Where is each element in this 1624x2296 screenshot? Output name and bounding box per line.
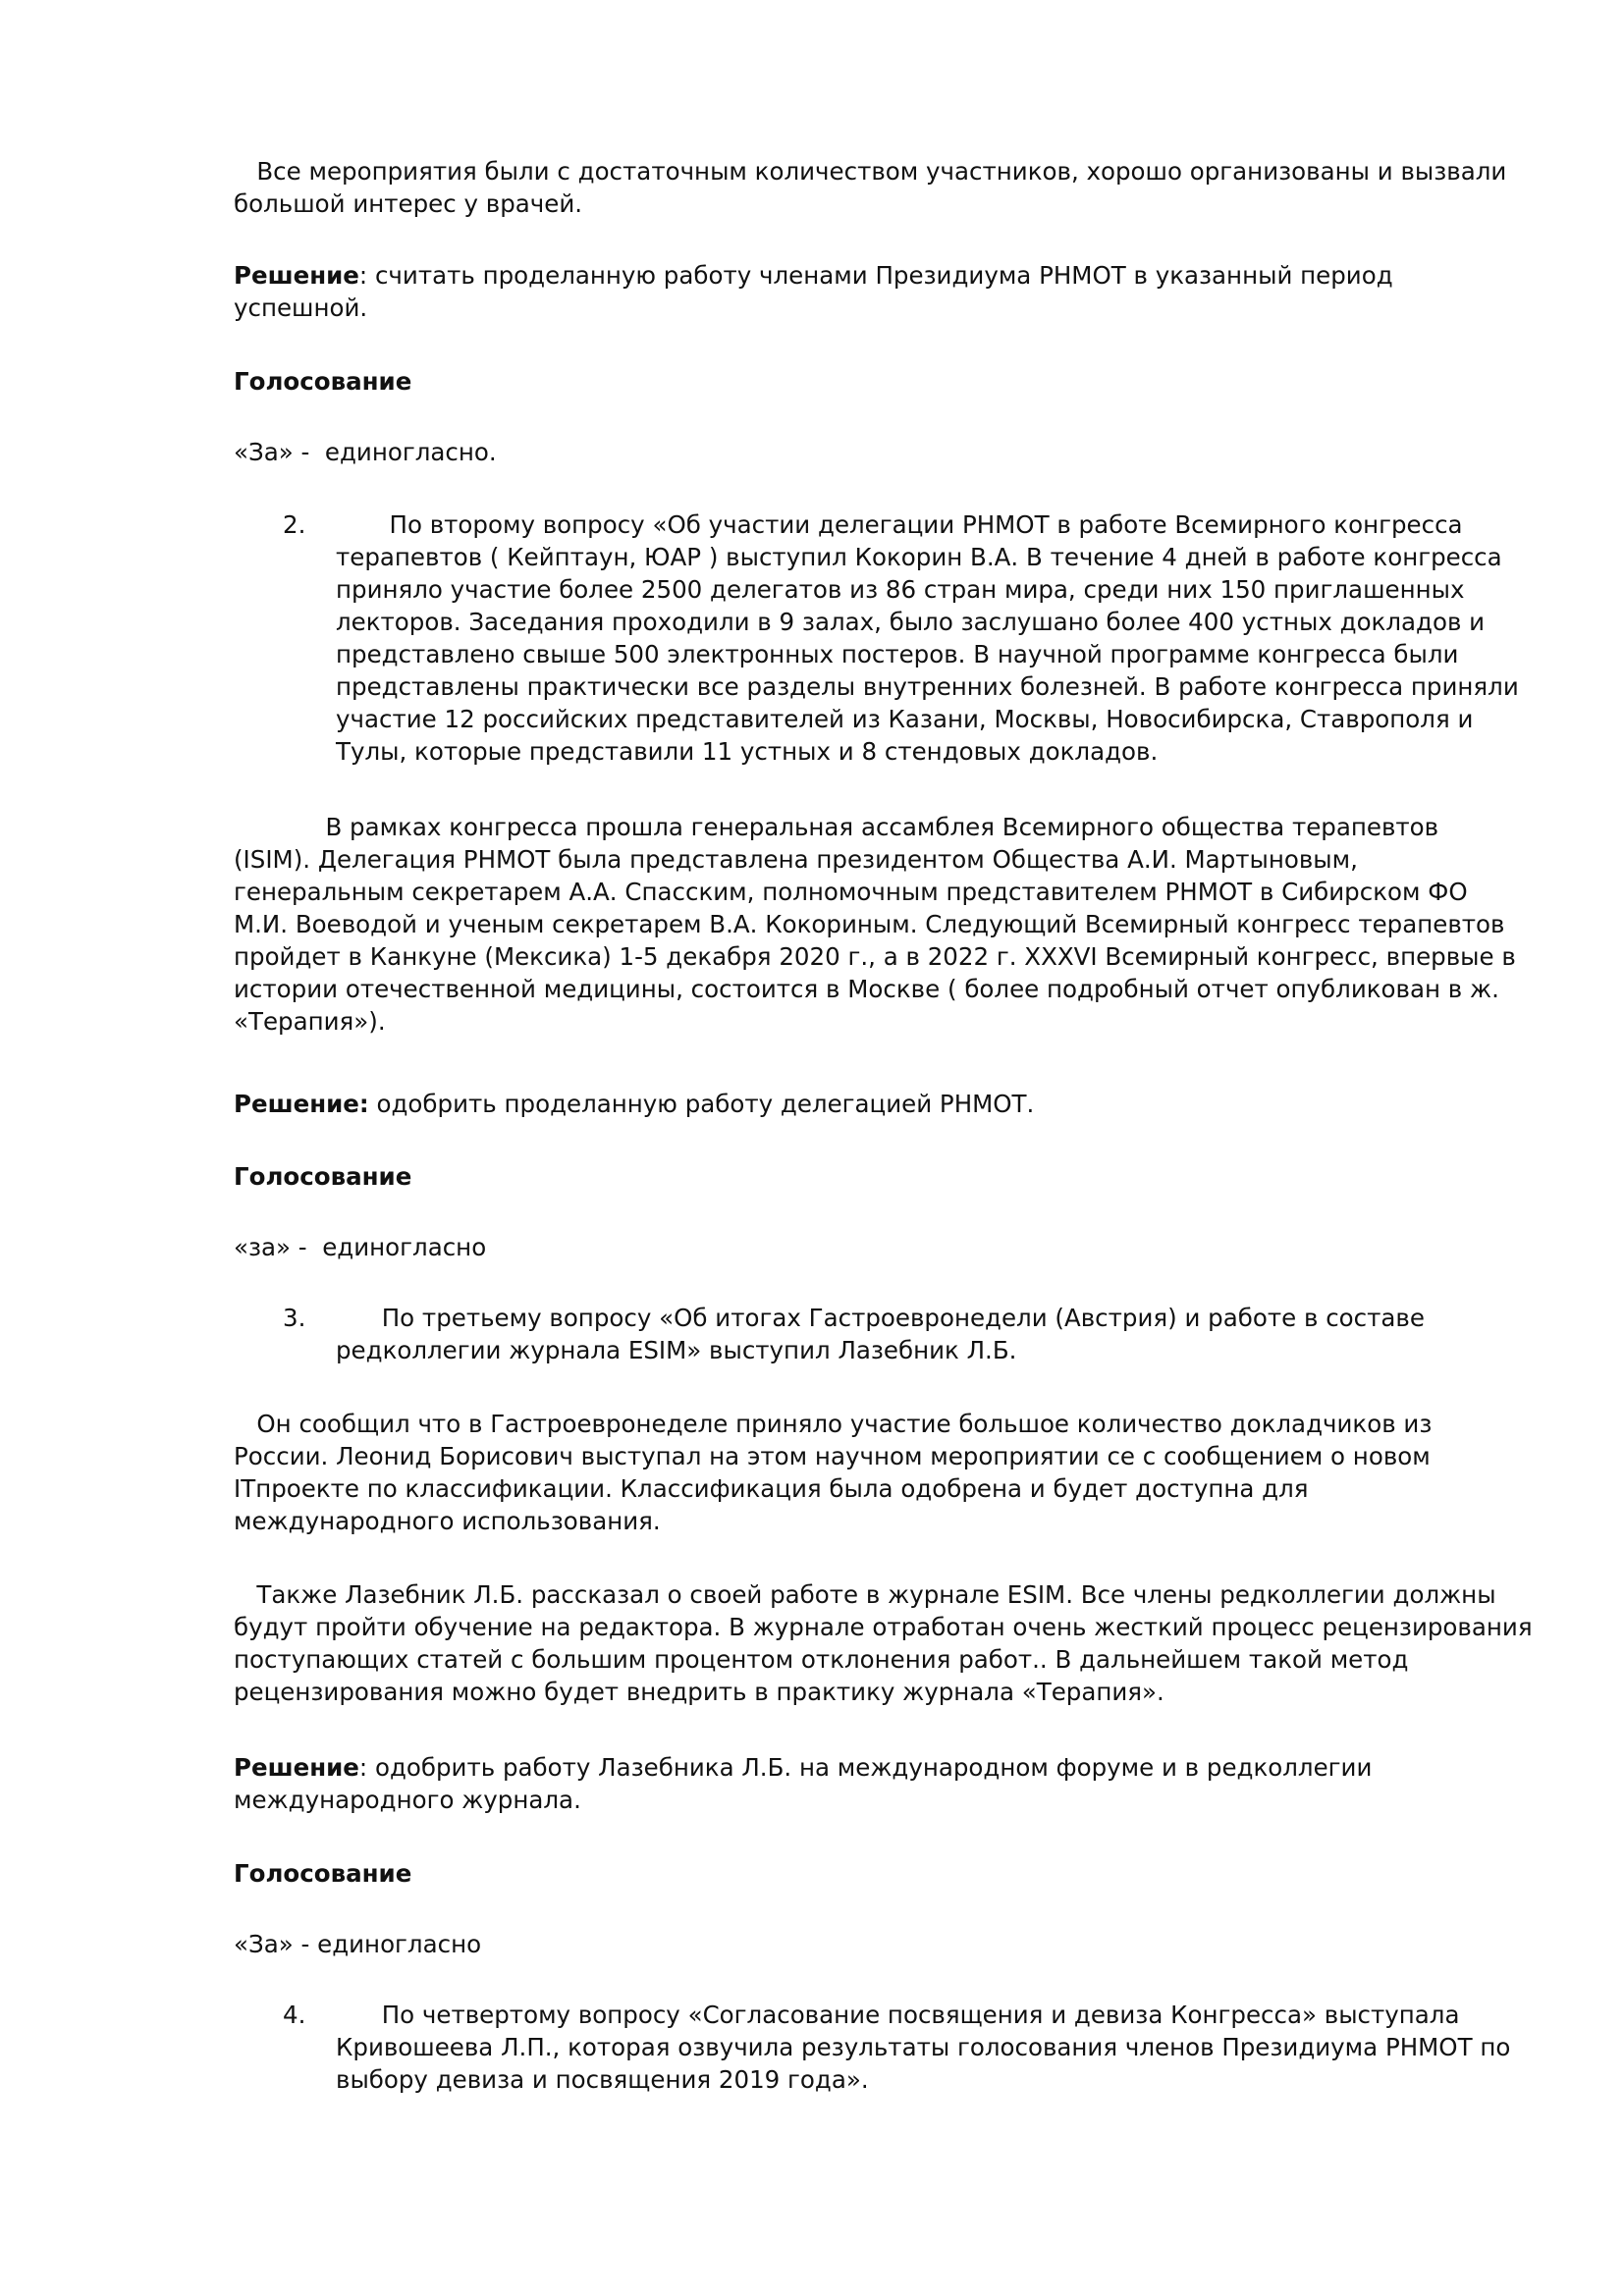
text-line: (ISIM). Делегация РНМОТ была представлена президентом Общества А.И. Мартыновым, [234,845,1358,874]
text-line: будут пройти обучение на редактора. В журнале отработан очень жесткий процесс рецензирования [234,1613,1533,1641]
text-line: М.И. Воеводой и ученым секретарем В.А. Кокориным. Следующий Всемирный конгресс терапевтов [234,910,1505,938]
list-number: 4. [283,2001,306,2029]
esim-paragraph [234,1578,1533,1708]
report-paragraph [234,1408,1530,1537]
text-line: Все мероприятия были с достаточным количеством участников, хорошо организованы и вызвали [234,157,1507,186]
list-number: 2. [283,510,306,539]
decision-text: : одобрить работу Лазебника Л.Б. на международном форуме и в редколлегии [358,1753,1373,1782]
text-line: приняло участие более 2500 делегатов из 86 стран мира, среди них 150 приглашенных [336,575,1465,604]
text-line: Тулы, которые представили 11 устных и 8 стендовых докладов. [336,737,1159,766]
decision-label: Решение: [234,1090,369,1118]
text-line: успешной. [234,294,368,322]
text-line: истории отечественной медицины, состоится в Москве ( более подробный отчет опубликован в ж. [234,975,1499,1003]
vote-result: «За» - единогласно. [234,438,497,466]
decision-paragraph [234,1088,1530,1120]
vote-heading: Голосование [234,1162,412,1191]
decision-paragraph [234,1751,1530,1816]
text-line: ITпроекте по классификации. Классификация была одобрена и будет доступна для [234,1474,1309,1503]
text-line: России. Леонид Борисович выступал на этом научном мероприятии се с сообщением о новом [234,1442,1431,1470]
text-line: По четвертому вопросу «Согласование посвящения и девиза Конгресса» выступала [336,2001,1460,2029]
text-line: пройдет в Канкуне (Мексика) 1-5 декабря 2020 г., а в 2022 г. XXXVI Всемирный конгресс, впервые в [234,942,1516,971]
decision-paragraph [234,259,1530,324]
text-line: большой интерес у врачей. [234,189,583,218]
text-line: редколлегии журнала ESIM» выступил Лазебник Л.Б. [336,1336,1017,1364]
text-line: представлены практически все разделы внутренних болезней. В работе конгресса приняли [336,672,1519,701]
text-line: генеральным секретарем А.А. Спасским, полномочным представителем РНМОТ в Сибирском ФО [234,878,1468,906]
decision-text: одобрить проделанную работу делегацией РНМОТ. [368,1090,1035,1118]
vote-heading: Голосование [234,1859,412,1888]
decision-label: Решение [234,1753,359,1782]
text-line: рецензирования можно будет внедрить в практику журнала «Терапия». [234,1678,1164,1706]
list-item-paragraph [336,1999,1530,2096]
text-line: участие 12 российских представителей из Казани, Москвы, Новосибирска, Ставрополя и [336,705,1474,733]
assembly-paragraph [234,811,1530,1038]
text-line: международного использования. [234,1507,661,1535]
text-line: «Терапия»). [234,1007,386,1036]
vote-result: «За» - единогласно [234,1930,482,1958]
decision-text: : считать проделанную работу членами Президиума РНМОТ в указанный период [358,261,1393,290]
list-item-paragraph [336,1302,1530,1366]
text-line: выбору девиза и посвящения 2019 года». [336,2065,869,2094]
text-line: представлено свыше 500 электронных постеров. В научной программе конгресса были [336,640,1459,668]
vote-result: «за» - единогласно [234,1233,487,1261]
text-line: По второму вопросу «Об участии делегации РНМОТ в работе Всемирного конгресса [336,510,1463,539]
text-line: Он сообщил что в Гастроевронеделе приняло участие большое количество докладчиков из [234,1410,1433,1438]
text-line: терапевтов ( Кейптаун, ЮАР ) выступил Кокорин В.А. В течение 4 дней в работе конгресса [336,543,1502,571]
text-line: поступающих статей с большим процентом отклонения работ.. В дальнейшем такой метод [234,1645,1409,1674]
text-line: По третьему вопросу «Об итогах Гастроевронедели (Австрия) и работе в составе [336,1304,1425,1332]
list-number: 3. [283,1304,306,1332]
text-line: В рамках конгресса прошла генеральная ассамблея Всемирного общества терапевтов [234,813,1439,841]
text-line: международного журнала. [234,1786,581,1814]
text-line: Также Лазебник Л.Б. рассказал о своей работе в журнале ESIM. Все члены редколлегии должны [234,1580,1496,1609]
vote-heading: Голосование [234,367,412,396]
list-item-paragraph [336,508,1530,768]
text-line: лекторов. Заседания проходили в 9 залах, было заслушано более 400 устных докладов и [336,608,1486,636]
text-line: Кривошеева Л.П., которая озвучила результаты голосования членов Президиума РНМОТ по [336,2033,1511,2061]
decision-label: Решение [234,261,359,290]
intro-paragraph [234,155,1530,220]
